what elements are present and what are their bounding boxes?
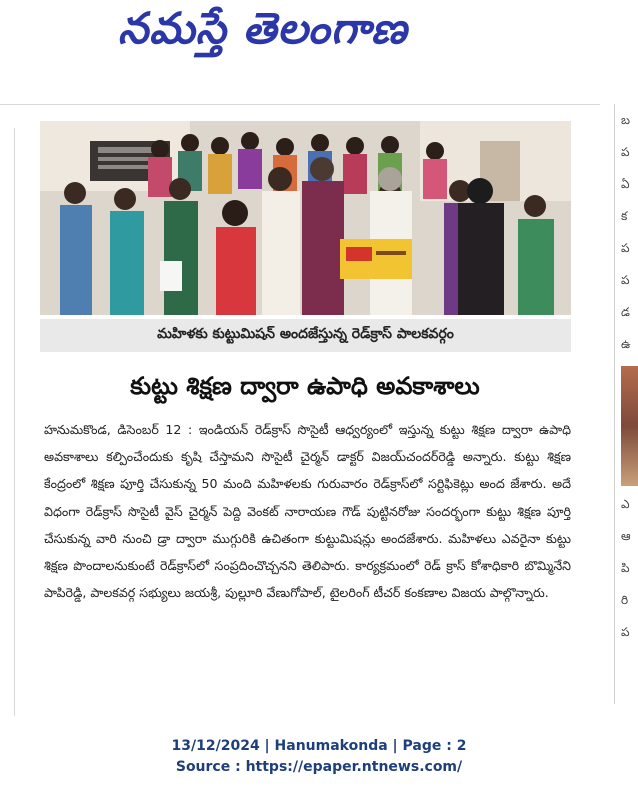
newspaper-logo: నమస్తే తెలంగాణ: [118, 4, 408, 54]
adjacent-text-fragment: ఏ: [621, 177, 630, 191]
adjacent-photo-edge: [621, 366, 638, 486]
photo-caption: మహిళకు కుట్టుమిషన్ అందజేస్తున్న రెడ్‌క్రాస్ పాలకవర్గం: [40, 319, 571, 352]
adjacent-text-fragment: క: [621, 209, 628, 223]
adjacent-text-fragment: పి: [621, 561, 630, 575]
top-divider: [0, 104, 600, 105]
adjacent-text-fragment: ఉ: [621, 337, 631, 351]
adjacent-article-strip: [614, 104, 638, 704]
group-photo-illustration: [40, 121, 571, 315]
article-body: హనుమకొండ, డిసెంబర్ 12 : ఇండియన్ రెడ్‌క్రాస్ సొసైటీ ఆధ్వర్యంలో ఇస్తున్న కుట్టు శిక్షణ ద్వారా ఉపాధి అవకాశాలు కల్పించేందుకు కృషి చేస్తామని సొసైటీ చైర్మన్ డాక్టర్ విజయ్‌చందర్‌రెడ్డి అన్నారు. కుట్టు శిక్షణ కేంద్రంలో శిక్షణ పూర్తి చేసుకున్న 50 మంది మహిళలకు గురువారం రెడ్‌క్రాస్‌లో సర్టిఫికెట్లు అంద జేశారు. అదే విధంగా రెడ్‌క్రాస్ సొసైటీ వైస్ చైర్మన్ పెద్ది వెంకట్ నారాయణ గౌడ్ పుట్టినరోజు సందర్భంగా కుట్టు శిక్షణ పూర్తి చేసుకున్న వారి నుంచి డ్రా ద్వారా ముగ్గురికి ఉచితంగా కుట్టుమిషన్లు అందజేశారు. మహిళలు ఎవరైనా కుట్టు శిక్షణ పొందాలనుకుంటే రెడ్‌క్రాస్‌లో సంప్రదించొచ్చనని తెలిపారు. కార్యక్రమంలో రెడ్ క్రాస్ కోశాధికారి బొమ్మినేని పాపిరెడ్డి, పాలకవర్గ సభ్యులు జయశ్రీ, పుల్లూరి వేణుగోపాల్, టైలరింగ్ టీచర్ కంకణాల విజయ పాల్గొన్నారు.: [44, 422, 571, 601]
adjacent-text-fragment: డ: [621, 305, 630, 319]
edition-info: 13/12/2024 | Hanumakonda | Page : 2: [171, 738, 467, 754]
left-column-divider: [14, 128, 15, 716]
source-link[interactable]: Source : https://epaper.ntnews.com/: [175, 759, 463, 775]
newspaper-masthead: [0, 0, 638, 80]
article-headline: కుట్టు శిక్షణ ద్వారా ఉపాధి అవకాశాలు: [130, 372, 480, 400]
adjacent-text-fragment: ఎ: [621, 497, 630, 511]
adjacent-text-fragment: ప: [621, 241, 630, 255]
adjacent-text-fragment: బ: [621, 113, 631, 127]
adjacent-text-fragment: ప: [621, 145, 630, 159]
adjacent-text-fragment: ప: [621, 273, 630, 287]
adjacent-text-fragment: ఆ: [621, 529, 631, 543]
adjacent-text-fragment: రి: [621, 593, 629, 607]
adjacent-text-fragment: ప: [621, 625, 630, 639]
article-photo: [40, 121, 571, 315]
